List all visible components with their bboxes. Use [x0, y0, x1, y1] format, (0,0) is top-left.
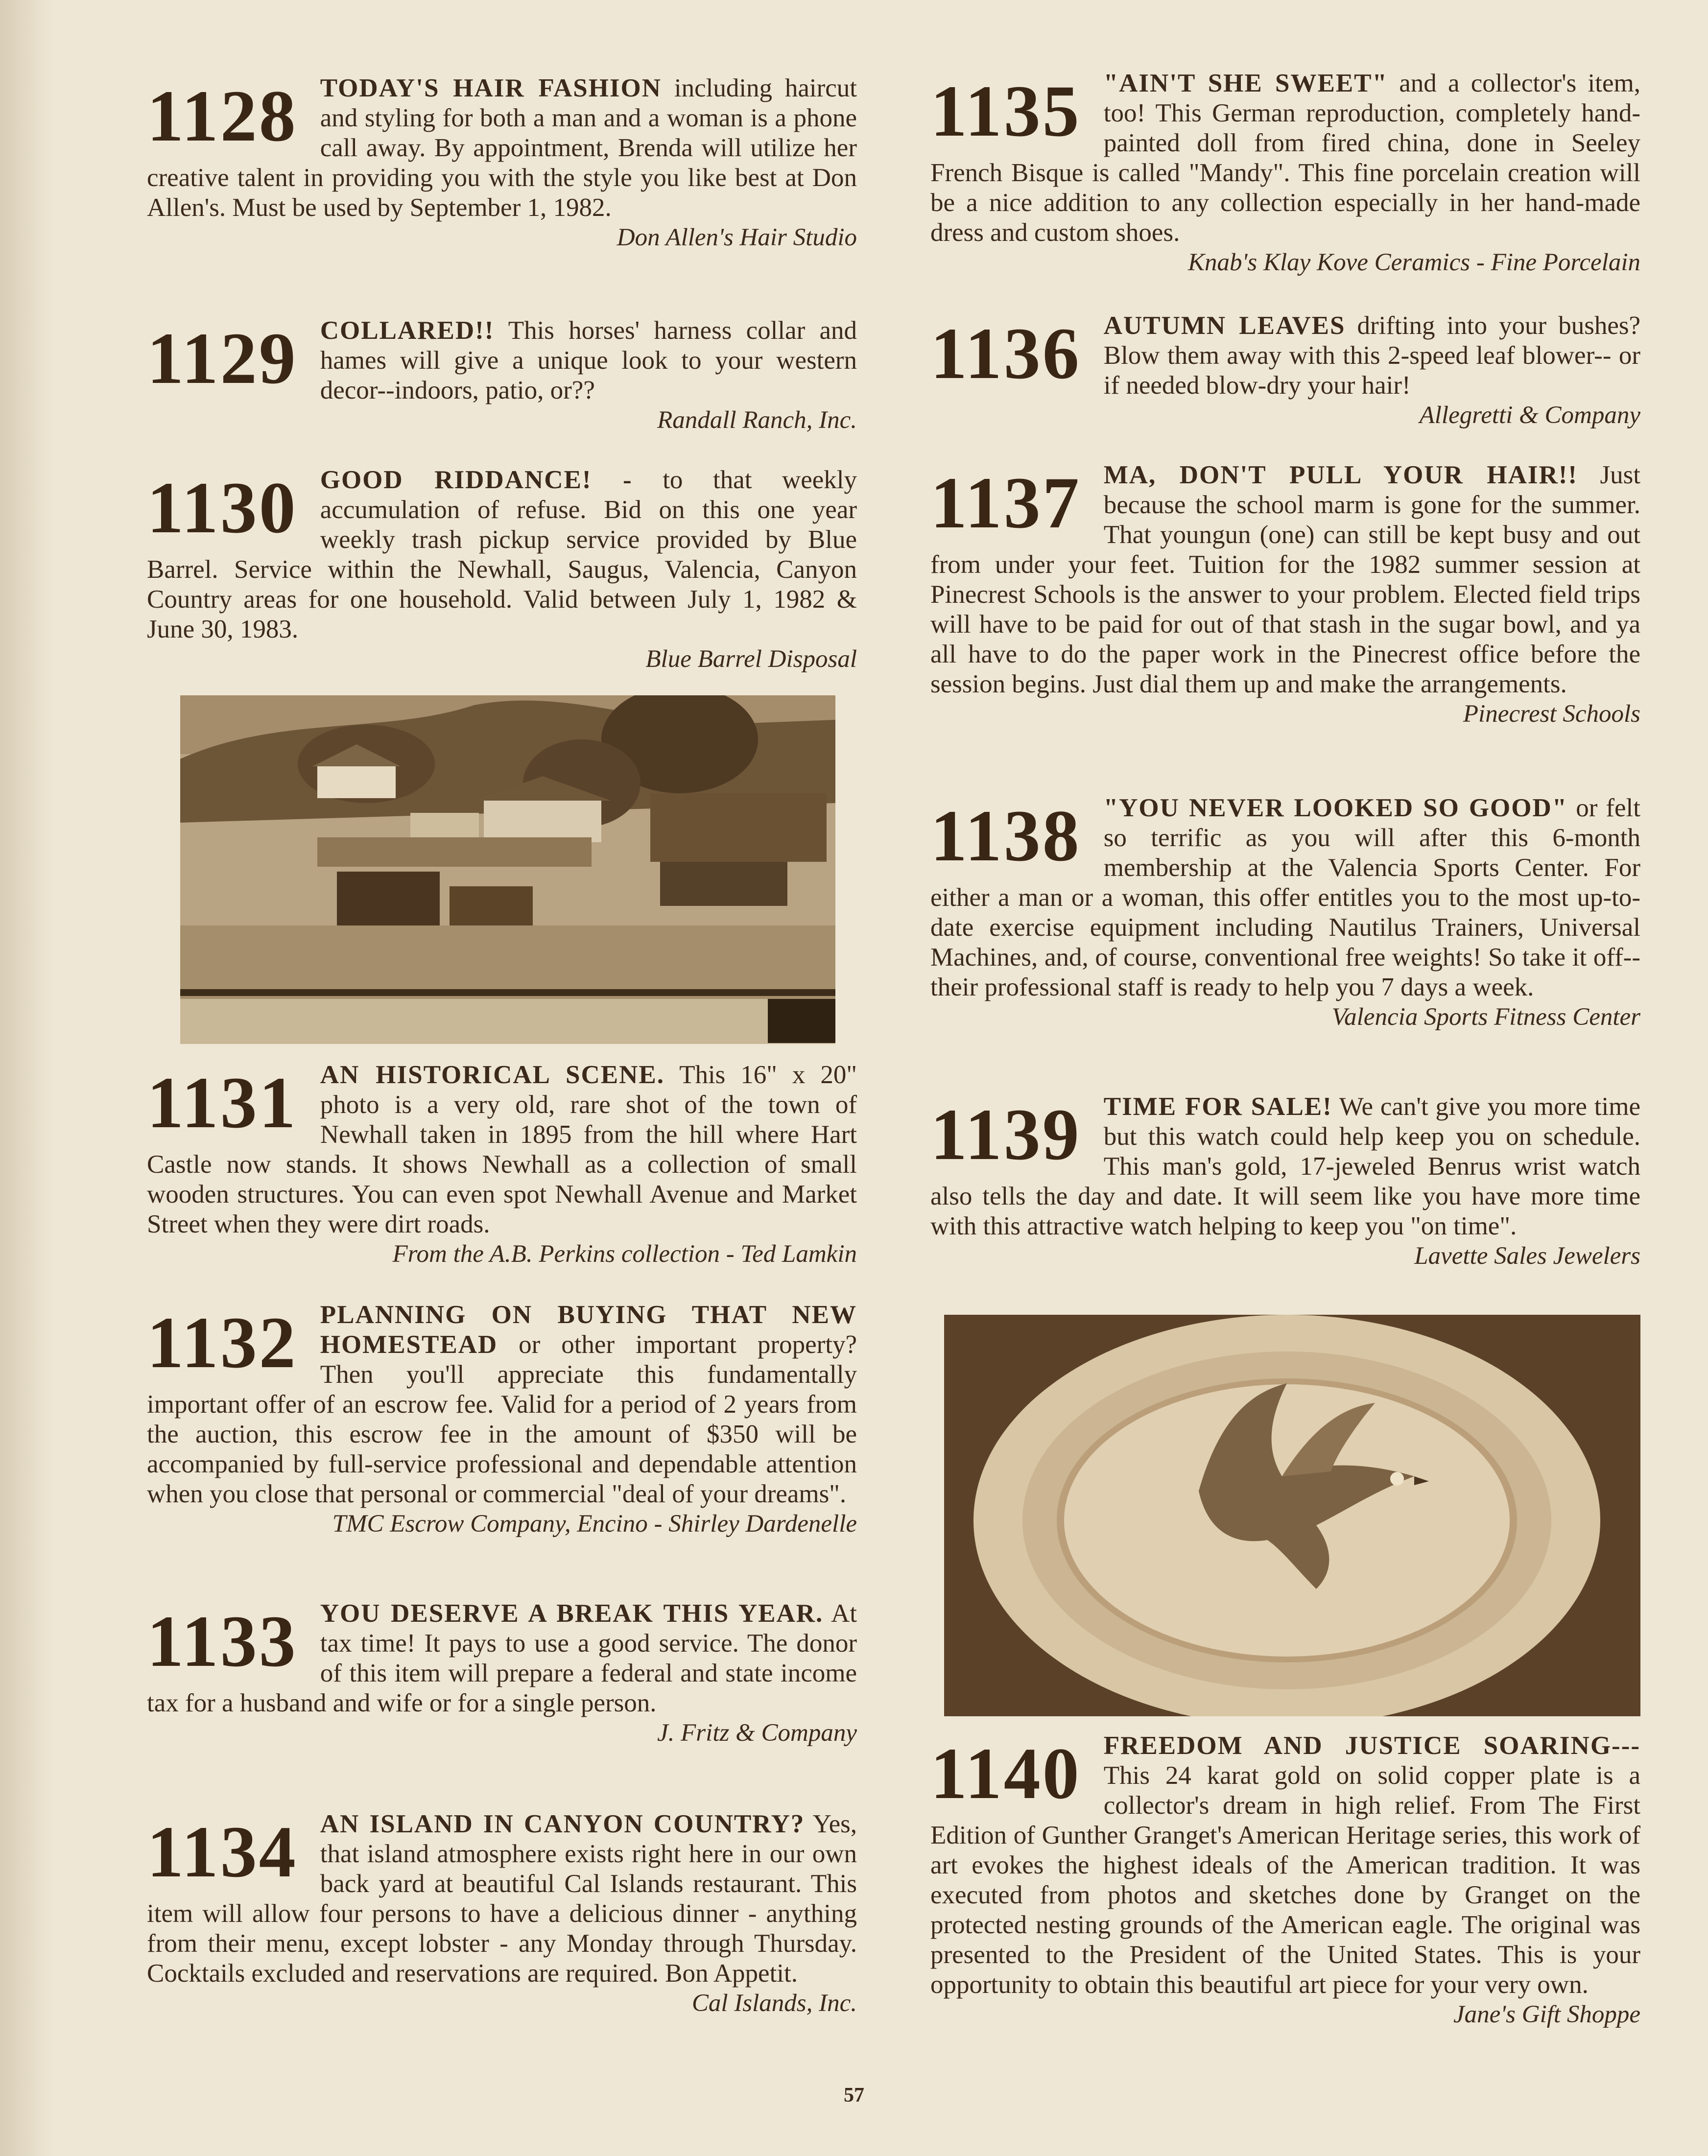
- lot-number: 1138: [930, 795, 1081, 877]
- lot-donor: Blue Barrel Disposal: [645, 645, 857, 673]
- lot-1138: [930, 793, 1640, 1032]
- lot-text: This horses' harness collar and hames will give a unique look to your western decor--indoors, patio, or??: [320, 316, 857, 404]
- lot-title: COLLARED!!: [320, 316, 495, 345]
- lot-donor: Pinecrest Schools: [1463, 700, 1640, 728]
- page-edge-shadow: [0, 0, 54, 2156]
- lot-donor: From the A.B. Perkins collection - Ted Lamkin: [392, 1240, 857, 1268]
- lot-title: TODAY'S HAIR FASHION: [320, 74, 662, 102]
- lot-1129: [147, 316, 857, 435]
- lot-text: Just because the school marm is gone for the summer. That youngun (one) can still be kept busy and out from under your feet. Tuition for the 1982 summer session at Pinecrest Schools is the answer to your problem. Elected field trips will have to be paid for out of that stash in the sugar bowl, and ya all have to do the paper work in the Pinecrest office before the session begins. Just dial them up and make the arrangements.: [930, 461, 1640, 698]
- lot-number: 1137: [930, 462, 1081, 544]
- lot-donor: Valencia Sports Fitness Center: [1331, 1003, 1640, 1031]
- lot-donor: Allegretti & Company: [1419, 402, 1640, 429]
- lot-donor: Lavette Sales Jewelers: [1414, 1242, 1640, 1270]
- lot-text: to that weekly accumulation of refuse. Bid on this one year weekly trash pickup service provided by Blue Barrel. Service within the Newhall, Saugus, Valencia, Canyon Country areas for one household. Valid between July 1, 1982 & June 30, 1983.: [147, 466, 857, 643]
- lot-donor: Randall Ranch, Inc.: [657, 406, 857, 434]
- lot-number: 1135: [930, 71, 1081, 152]
- lot-title: "YOU NEVER LOOKED SO GOOD": [1103, 794, 1568, 822]
- lot-title: YOU DESERVE A BREAK THIS YEAR.: [320, 1599, 824, 1628]
- lot-donor: Jane's Gift Shoppe: [1453, 2001, 1640, 2028]
- lot-1133: [147, 1599, 857, 1748]
- lot-title: TIME FOR SALE!: [1103, 1092, 1332, 1121]
- lot-1134: [147, 1809, 857, 2018]
- lot-number: 1130: [147, 467, 298, 548]
- lot-title: AN HISTORICAL SCENE.: [320, 1061, 665, 1089]
- lot-1139: [930, 1092, 1640, 1271]
- lot-text: drifting into your bushes? Blow them away with this 2-speed leaf blower-- or if needed blow-dry your hair!: [1103, 311, 1640, 400]
- lot-text: This 16" x 20" photo is a very old, rare shot of the town of Newhall taken in 1895 from the hill where Hart Castle now stands. It shows Newhall as a collection of small wooden structures. You can even spot Newhall Avenue and Market Street when they were dirt roads.: [147, 1061, 857, 1238]
- lot-number: 1134: [147, 1811, 298, 1893]
- lot-number: 1129: [147, 318, 298, 399]
- lot-title: FREEDOM AND JUSTICE SOARING---: [1103, 1731, 1640, 1760]
- lot-number: 1132: [147, 1302, 298, 1383]
- lot-title: MA, DON'T PULL YOUR HAIR!!: [1103, 461, 1578, 489]
- lot-1130: [147, 465, 857, 674]
- lot-1136: [930, 311, 1640, 430]
- lot-text: including haircut and styling for both a man and a woman is a phone call away. By appointment, Brenda will utilize her creative talent in providing you with the style you like best at Don Allen's. Must be used by September 1, 1982.: [147, 74, 857, 222]
- lot-number: 1136: [930, 313, 1081, 394]
- page-number: 57: [844, 2084, 864, 2107]
- lot-title: PLANNING ON BUYING THAT NEW HOMESTEAD: [320, 1301, 857, 1359]
- lot-number: 1128: [147, 75, 298, 157]
- lot-number: 1139: [930, 1094, 1081, 1175]
- lot-text: At tax time! It pays to use a good service. The donor of this item will prepare a federal and state income tax for a husband and wife or for a single person.: [147, 1599, 857, 1717]
- eagle-plate-photo: [944, 1315, 1640, 1716]
- lot-1135: [930, 69, 1640, 278]
- lot-1132: [147, 1300, 857, 1539]
- lot-number: 1133: [147, 1601, 298, 1682]
- lot-1128: [147, 73, 857, 253]
- lot-title: "AIN'T SHE SWEET": [1103, 69, 1388, 97]
- lot-text: or other important property? Then you'll appreciate this fundamentally important offer of an escrow fee. Valid for a period of 2 years from the auction, this escrow fee in the amount of $350 will be accompanied by full-service professional and dependable attention when you close that personal or commercial "deal of your dreams".: [147, 1330, 857, 1508]
- lot-text: and a collector's item, too! This German reproduction, completely hand-painted doll from fired china, done in Seeley French Bisque is called "Mandy". This fine porcelain creation will be a nice addition to any collection especially in her hand-made dress and custom shoes.: [930, 69, 1640, 247]
- lot-1137: [930, 460, 1640, 729]
- lot-title: GOOD RIDDANCE! -: [320, 466, 633, 494]
- lot-number: 1131: [147, 1062, 298, 1143]
- lot-1140: [930, 1731, 1640, 2030]
- lot-title: AUTUMN LEAVES: [1103, 311, 1346, 340]
- lot-text: This 24 karat gold on solid copper plate is a collector's dream in high relief. From The First Edition of Gunther Granget's American Heritage series, this work of art evokes the highest ideals of the American tradition. It was executed from photos and sketches done by Granget on the protected nesting grounds of the American eagle. The original was presented to the President of the United States. This is your opportunity to obtain this beautiful art piece for your very own.: [930, 1761, 1640, 1999]
- lot-donor: Knab's Klay Kove Ceramics - Fine Porcelain: [1187, 249, 1640, 276]
- lot-text: We can't give you more time but this watch could help keep you on schedule. This man's gold, 17-jeweled Benrus wrist watch also tells the day and date. It will seem like you have more time with this attractive watch helping to keep you "on time".: [930, 1092, 1641, 1240]
- lot-donor: Don Allen's Hair Studio: [617, 224, 857, 251]
- lot-donor: TMC Escrow Company, Encino - Shirley Dardenelle: [332, 1510, 857, 1538]
- newhall-1895-photo: [180, 695, 835, 1044]
- lot-text: or felt so terrific as you will after this 6-month membership at the Valencia Sports Center. For either a man or a woman, this offer entitles you to the most up-to-date exercise equipment including Nautilus Trainers, Universal Machines, and, of course, conventional free weights! So take it off--their professional staff is ready to help you 7 days a week.: [930, 794, 1641, 1001]
- lot-number: 1140: [930, 1733, 1081, 1814]
- lot-text: Yes, that island atmosphere exists right here in our own back yard at beautiful Cal Islands restaurant. This item will allow four persons to have a delicious dinner - anything from their menu, except lobster - any Monday through Thursday. Cocktails excluded and reservations are required. Bon Appetit.: [147, 1810, 857, 1988]
- lot-donor: J. Fritz & Company: [657, 1719, 857, 1747]
- lot-1131: [147, 1060, 857, 1269]
- lot-title: AN ISLAND IN CANYON COUNTRY?: [320, 1810, 805, 1838]
- lot-donor: Cal Islands, Inc.: [691, 1990, 857, 2017]
